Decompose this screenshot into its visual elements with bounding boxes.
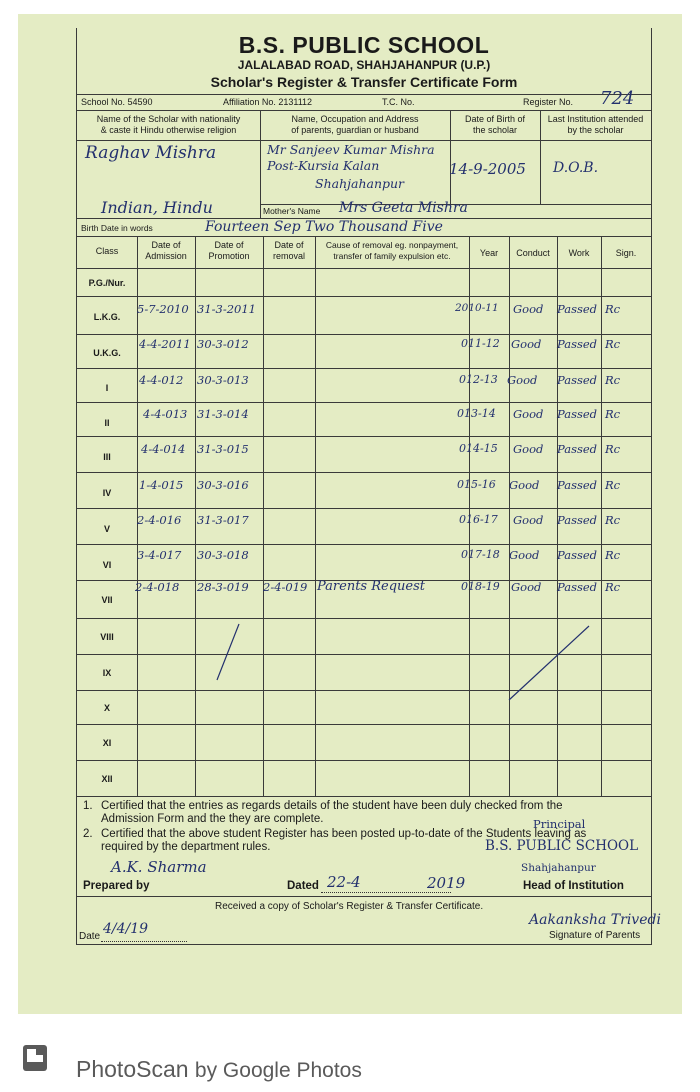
cert-2-number: 2.: [83, 828, 93, 840]
stamp-school: B.S. PUBLIC SCHOOL: [485, 838, 639, 854]
strike-line: [217, 624, 239, 680]
cell-promotion: 30-3-013: [197, 373, 249, 387]
app-byline: by Google Photos: [194, 1059, 362, 1082]
school-name: B.S. PUBLIC SCHOOL: [238, 32, 490, 58]
class-label: XI: [102, 738, 112, 748]
cell-work: Passed: [557, 302, 598, 316]
school-address: JALALABAD ROAD, SHAHJAHANPUR (U.P.): [237, 58, 491, 72]
class-label: XII: [101, 774, 113, 784]
cell-work: Passed: [557, 442, 598, 456]
cell-work: Passed: [557, 407, 598, 421]
cell-year: 2010-11: [455, 302, 499, 314]
class-label: I: [105, 383, 109, 393]
certificate-form: [76, 28, 661, 945]
class-label: VII: [101, 595, 113, 605]
cell-conduct: Good: [513, 442, 544, 456]
cell-sign: Rc: [605, 302, 621, 316]
col-header-promotion: Date of Promotion: [208, 240, 250, 261]
strike-lines: [77, 28, 651, 828]
col-header-removal: Date of removal: [272, 240, 305, 261]
cell-sign: Rc: [605, 442, 621, 456]
cell-year: 013-14: [457, 407, 496, 420]
class-label: L.K.G.: [93, 312, 121, 322]
address-line-1: Post-Kursia Kalan: [267, 158, 380, 173]
class-label: VIII: [100, 632, 114, 642]
class-label: IX: [102, 668, 112, 678]
cell-admission: 4-4-014: [141, 442, 186, 456]
label-last-institution: Last Institution attended by the scholar: [547, 114, 644, 135]
class-label: III: [103, 452, 111, 462]
scanned-document: [18, 14, 682, 1014]
cell-promotion: 31-3-017: [197, 513, 249, 527]
cert-2-line-a: Certified that the above student Register has been posted up-to-date of the Students leaving as: [101, 828, 587, 840]
cell-year: 011-12: [461, 337, 500, 350]
cell-conduct: Good: [511, 337, 542, 351]
col-header-class: Class: [95, 246, 119, 256]
col-header-cause: Cause of removal eg. nonpayment, transfer of family expulsion etc.: [325, 240, 459, 261]
cell-admission: 3-4-017: [137, 548, 182, 562]
cell-admission: 2-4-016: [137, 513, 182, 527]
affiliation-no: Affiliation No. 2131112: [223, 97, 313, 107]
cell-work: Passed: [557, 513, 598, 527]
cell-promotion: 31-3-015: [197, 442, 249, 456]
cell-conduct: Good: [513, 407, 544, 421]
cell-cause: Parents Request: [317, 579, 425, 594]
cell-sign: Rc: [605, 478, 621, 492]
cell-promotion: 30-3-018: [197, 548, 249, 562]
cell-sign: Rc: [605, 407, 621, 421]
label-parent: Name, Occupation and Address of parents, guardian or husband: [291, 114, 419, 135]
principal-stamp: Principal: [533, 817, 586, 831]
strike-line: [509, 626, 589, 700]
class-label: P.G./Nur.: [88, 278, 126, 288]
nationality-religion: Indian, Hindu: [101, 198, 213, 217]
cell-admission: 4-4-013: [143, 407, 188, 421]
cell-work: Passed: [557, 548, 598, 562]
col-header-sign: Sign.: [615, 248, 637, 258]
cert-1-number: 1.: [83, 800, 93, 812]
signature-of-parents-label: Signature of Parents: [549, 930, 641, 941]
cell-year: 015-16: [457, 478, 496, 491]
photoscan-label: [76, 1056, 362, 1083]
address-line-2: Shahjahanpur: [315, 176, 405, 191]
class-label: IV: [102, 488, 112, 498]
school-no: School No. 54590: [81, 97, 153, 107]
register-no-label: Register No.: [523, 97, 574, 107]
col-header-work: Work: [568, 248, 590, 258]
cell-conduct: Good: [507, 373, 538, 387]
cell-year: 017-18: [461, 548, 500, 561]
cell-sign: Rc: [605, 513, 621, 527]
cell-year: 016-17: [459, 513, 498, 526]
cell-year: 014-15: [459, 442, 498, 455]
cell-promotion: 31-3-2011: [197, 302, 256, 316]
cell-promotion: 30-3-012: [197, 337, 249, 351]
last-institution: D.O.B.: [553, 160, 599, 176]
cert-2-line-b: required by the department rules.: [101, 841, 271, 853]
mothers-name-label: Mother's Name: [263, 206, 321, 216]
class-label: V: [103, 524, 110, 534]
received-copy-text: Received a copy of Scholar's Register & Transfer Certificate.: [215, 901, 484, 912]
cell-promotion: 31-3-014: [197, 407, 249, 421]
dated-underline: [321, 892, 451, 893]
date-underline: [101, 941, 187, 942]
parent-signature: Aakanksha Trivedi: [529, 912, 661, 928]
cert-1-line-b: Admission Form and the they are complete.: [101, 813, 324, 825]
cell-admission: 2-4-018: [135, 580, 180, 594]
cell-conduct: Good: [513, 513, 544, 527]
col-header-conduct: Conduct: [516, 248, 550, 258]
tc-no: T.C. No.: [382, 97, 415, 107]
register-no-value: 724: [600, 88, 635, 109]
class-label: VI: [102, 560, 112, 570]
cell-conduct: Good: [513, 302, 544, 316]
form-title: Scholar's Register & Transfer Certificate Form: [210, 74, 518, 90]
head-of-institution: Head of Institution: [523, 880, 624, 892]
col-header-year: Year: [479, 248, 499, 258]
label-name-nationality: Name of the Scholar with nationality & caste it Hindu otherwise religion: [96, 114, 241, 135]
date-of-birth: 14-9-2005: [449, 160, 526, 178]
cell-work: Passed: [557, 580, 598, 594]
cell-work: Passed: [557, 478, 598, 492]
cell-sign: Rc: [605, 580, 621, 594]
student-name: Raghav Mishra: [85, 143, 217, 163]
stamp-city: Shahjahanpur: [521, 862, 596, 874]
father-name: Mr Sanjeev Kumar Mishra: [267, 142, 435, 157]
cell-promotion: 28-3-019: [197, 580, 249, 594]
cell-conduct: Good: [511, 580, 542, 594]
cell-year: 018-19: [461, 580, 500, 593]
prepared-by-label: Prepared by: [83, 880, 150, 892]
photoscan-icon: [22, 1044, 48, 1072]
cell-admission: 4-4-012: [139, 373, 184, 387]
dated-year: 2019: [427, 874, 466, 892]
cell-sign: Rc: [605, 373, 621, 387]
cell-sign: Rc: [605, 548, 621, 562]
cell-admission: 4-4-2011: [139, 337, 191, 351]
photoscan-footer: [0, 1014, 700, 1092]
birth-date-words: Fourteen Sep Two Thousand Five: [205, 219, 443, 235]
app-name: PhotoScan: [76, 1056, 189, 1082]
class-label: II: [104, 418, 110, 428]
dated-label: Dated: [287, 880, 319, 892]
birth-date-words-label: Birth Date in words: [81, 223, 153, 233]
class-label: U.K.G.: [93, 348, 121, 358]
cell-promotion: 30-3-016: [197, 478, 249, 492]
date-value: 4/4/19: [103, 921, 149, 937]
cert-1-line-a: Certified that the entries as regards details of the student have been duly checked from the: [101, 800, 563, 812]
class-label: X: [103, 703, 110, 713]
prepared-by-signature: A.K. Sharma: [111, 858, 207, 876]
cell-admission: 5-7-2010: [137, 302, 189, 316]
cell-sign: Rc: [605, 337, 621, 351]
dated-value: 22-4: [327, 873, 361, 891]
mother-name: Mrs Geeta Mishra: [339, 200, 468, 216]
label-dob: Date of Birth of the scholar: [464, 114, 526, 135]
cell-conduct: Good: [509, 548, 540, 562]
cell-work: Passed: [557, 337, 598, 351]
date-label: Date: [79, 931, 101, 942]
cell-conduct: Good: [509, 478, 540, 492]
rule: [77, 896, 651, 897]
col-header-admission: Date of Admission: [145, 240, 187, 261]
cell-admission: 1-4-015: [139, 478, 184, 492]
cell-work: Passed: [557, 373, 598, 387]
cell-removal: 2-4-019: [263, 580, 308, 594]
cell-year: 012-13: [459, 373, 498, 386]
